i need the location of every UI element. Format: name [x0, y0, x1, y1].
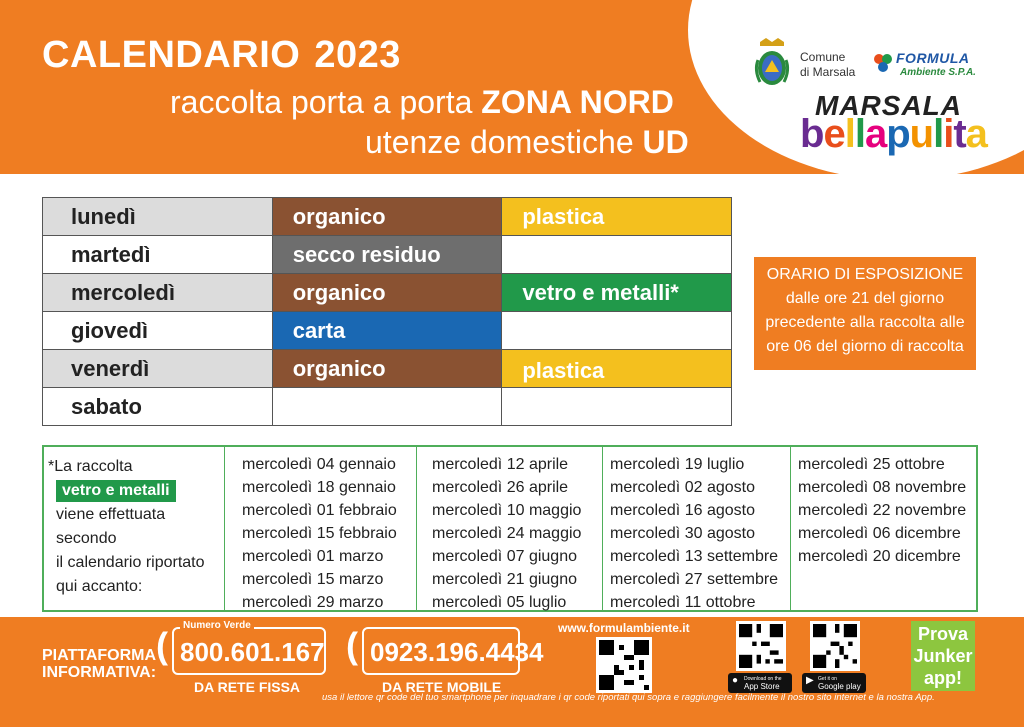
google-play-line2: Google play [818, 682, 861, 691]
bellapulita-letter: p [886, 112, 910, 156]
vetro-date: mercoledì 15 marzo [242, 571, 384, 588]
vetro-date: mercoledì 01 marzo [242, 548, 384, 565]
subtitle-zone-bold: ZONA NORD [481, 84, 674, 120]
schedule-cell-c2: vetro e metalli* [502, 274, 732, 312]
marsala-logo-text: MARSALA [815, 90, 962, 121]
junker-line3: app! [924, 668, 962, 688]
numero-verde-label: Numero Verde [180, 620, 254, 631]
bellapulita-letter: u [909, 112, 934, 156]
orario-line3: precedente alla raccolta alle [765, 314, 965, 331]
bellapulita-letter: l [844, 112, 855, 156]
comune-label [800, 50, 855, 80]
google-play-badge[interactable] [802, 673, 866, 693]
bellapulita-letter: l [933, 112, 944, 156]
schedule-cell-c1: organico [272, 198, 502, 236]
vetro-date: mercoledì 25 ottobre [798, 456, 945, 473]
vetro-date: mercoledì 15 febbraio [242, 525, 397, 542]
junker-app-promo[interactable] [911, 621, 975, 691]
piattaforma-line2: INFORMATIVA: [42, 664, 157, 681]
piattaforma-line1: PIATTAFORMA [42, 647, 157, 664]
bellapulita-letter: a [864, 112, 887, 156]
phone-icon: ( [346, 625, 358, 666]
schedule-cell-c2: plastica [502, 198, 732, 236]
header-banner [0, 0, 1024, 174]
vetro-date: mercoledì 18 gennaio [242, 479, 396, 496]
phone-caption-mobile: DA RETE MOBILE [382, 679, 502, 695]
app-store-badge[interactable] [728, 673, 792, 693]
schedule-day: lunedì [43, 198, 273, 236]
vetro-note-line4: il calendario riportato [56, 554, 205, 571]
qr-code-icon [813, 624, 857, 668]
vetro-date: mercoledì 05 luglio [432, 594, 567, 611]
comune-line1: Comune [800, 50, 846, 64]
page-title [42, 34, 401, 77]
formula-logo-icon [872, 52, 894, 74]
vetro-date: mercoledì 06 dicembre [798, 525, 961, 542]
footer-banner [0, 617, 1024, 727]
schedule-cell-c2 [502, 236, 732, 274]
vetro-date: mercoledì 07 giugno [432, 548, 577, 565]
subtitle-zone [170, 84, 674, 121]
column-divider [416, 447, 417, 610]
vetro-note-line3: viene effettuata secondo [56, 506, 166, 547]
schedule-row [43, 350, 732, 388]
title-word: CALENDARIO [42, 34, 301, 76]
schedule-row [43, 198, 732, 236]
vetro-note-line5: qui accanto: [56, 578, 143, 595]
schedule-row [43, 236, 732, 274]
schedule-cell-c1: organico [272, 350, 502, 388]
vetro-date: mercoledì 19 luglio [610, 456, 745, 473]
vetro-date: mercoledì 11 ottobre [610, 594, 756, 611]
qr-code-icon [599, 640, 649, 690]
phone-number-mobile[interactable]: 0923.196.4434 [370, 637, 544, 667]
qr-code-app-store[interactable] [736, 621, 786, 671]
qr-code-icon [739, 624, 783, 668]
schedule-day: martedì [43, 236, 273, 274]
vetro-date: mercoledì 01 febbraio [242, 502, 397, 519]
schedule-row [43, 388, 732, 426]
vetro-date: mercoledì 27 settembre [610, 571, 779, 588]
bellapulita-logo [800, 112, 987, 157]
schedule-day: sabato [43, 388, 273, 426]
google-play-icon: ▶ [806, 675, 814, 686]
phone-number-fissa[interactable]: 800.601.167 [180, 637, 325, 667]
vetro-date: mercoledì 08 novembre [798, 479, 967, 496]
vetro-note-line1: *La raccolta [48, 458, 133, 475]
app-store-line2: App Store [744, 682, 780, 691]
vetro-date: mercoledì 21 giugno [432, 571, 577, 588]
vetro-date: mercoledì 30 agosto [610, 525, 755, 542]
vetro-date: mercoledì 04 gennaio [242, 456, 396, 473]
schedule-table [42, 197, 732, 426]
schedule-cell-c2 [502, 312, 732, 350]
schedule-cell-c1: organico [272, 274, 502, 312]
column-divider [602, 447, 603, 610]
schedule-cell-c1: secco residuo [272, 236, 502, 274]
qr-disclaimer: usa il lettore qr code del tuo smartphone per inquadrare i qr code riportati qui sopra e raggiungere facilmente il nostro sito internet e la nostra App. [322, 692, 935, 703]
bellapulita-letter: a [965, 112, 987, 156]
orario-line2: dalle ore 21 del giorno [785, 290, 945, 307]
schedule-day: venerdì [43, 350, 273, 388]
schedule-row [43, 274, 732, 312]
comune-crest-icon [752, 36, 792, 88]
subtitle-utenze-bold: UD [642, 124, 689, 160]
vetro-date: mercoledì 12 aprile [432, 456, 569, 473]
app-store-line1: Download on the [744, 676, 782, 682]
vetro-note [48, 455, 228, 599]
schedule-cell-c2: plastica [502, 350, 732, 388]
website-link[interactable]: www.formulambiente.it [558, 621, 690, 635]
vetro-date: mercoledì 02 agosto [610, 479, 755, 496]
vetro-date: mercoledì 22 novembre [798, 502, 967, 519]
dates-column-2 [432, 453, 581, 614]
junker-line1: Prova [917, 624, 969, 644]
orario-line4: ore 06 del giorno di raccolta [766, 338, 964, 355]
bellapulita-letter: e [823, 112, 845, 156]
vetro-calendar-box [42, 445, 978, 612]
schedule-row [43, 312, 732, 350]
vetro-date: mercoledì 13 settembre [610, 548, 779, 565]
subtitle-utenze-text: utenze domestiche [365, 124, 643, 160]
qr-code-website[interactable] [596, 637, 652, 693]
dates-column-1 [242, 453, 397, 614]
vetro-date: mercoledì 20 dicembre [798, 548, 961, 565]
schedule-cell-c2 [502, 388, 732, 426]
bellapulita-letter: b [800, 112, 824, 156]
schedule-cell-c1: carta [272, 312, 502, 350]
schedule-cell-c1 [272, 388, 502, 426]
comune-line2: di Marsala [800, 65, 856, 79]
bellapulita-letter: l [854, 112, 865, 156]
dates-column-3 [610, 453, 778, 614]
schedule-day: mercoledì [43, 274, 273, 312]
schedule-day: giovedì [43, 312, 273, 350]
google-play-line1: Get it on [818, 676, 837, 682]
subtitle-utenze [365, 124, 689, 161]
vetro-date: mercoledì 16 agosto [610, 502, 755, 519]
vetro-date: mercoledì 24 maggio [432, 525, 582, 542]
column-divider [224, 447, 225, 610]
formula-name: FORMULA [896, 50, 970, 66]
formula-sub: Ambiente S.P.A. [900, 67, 976, 78]
vetro-date: mercoledì 29 marzo [242, 594, 384, 611]
apple-icon: ● [732, 675, 739, 686]
dates-column-4 [798, 453, 966, 568]
junker-line2: Junker [913, 646, 973, 666]
phone-icon: ( [156, 625, 168, 666]
vetro-date: mercoledì 10 maggio [432, 502, 582, 519]
title-year: 2023 [314, 34, 401, 76]
vetro-badge: vetro e metalli [56, 480, 176, 502]
phone-caption-fissa: DA RETE FISSA [194, 679, 301, 695]
column-divider [790, 447, 791, 610]
subtitle-zone-text: raccolta porta a porta [170, 84, 482, 120]
qr-code-google-play[interactable] [810, 621, 860, 671]
orario-line1: ORARIO DI ESPOSIZIONE [766, 266, 964, 283]
bellapulita-letter: i [943, 112, 954, 156]
orario-box [754, 257, 976, 370]
bellapulita-letter: t [953, 112, 966, 156]
vetro-date: mercoledì 26 aprile [432, 479, 569, 496]
piattaforma-label [42, 647, 156, 681]
